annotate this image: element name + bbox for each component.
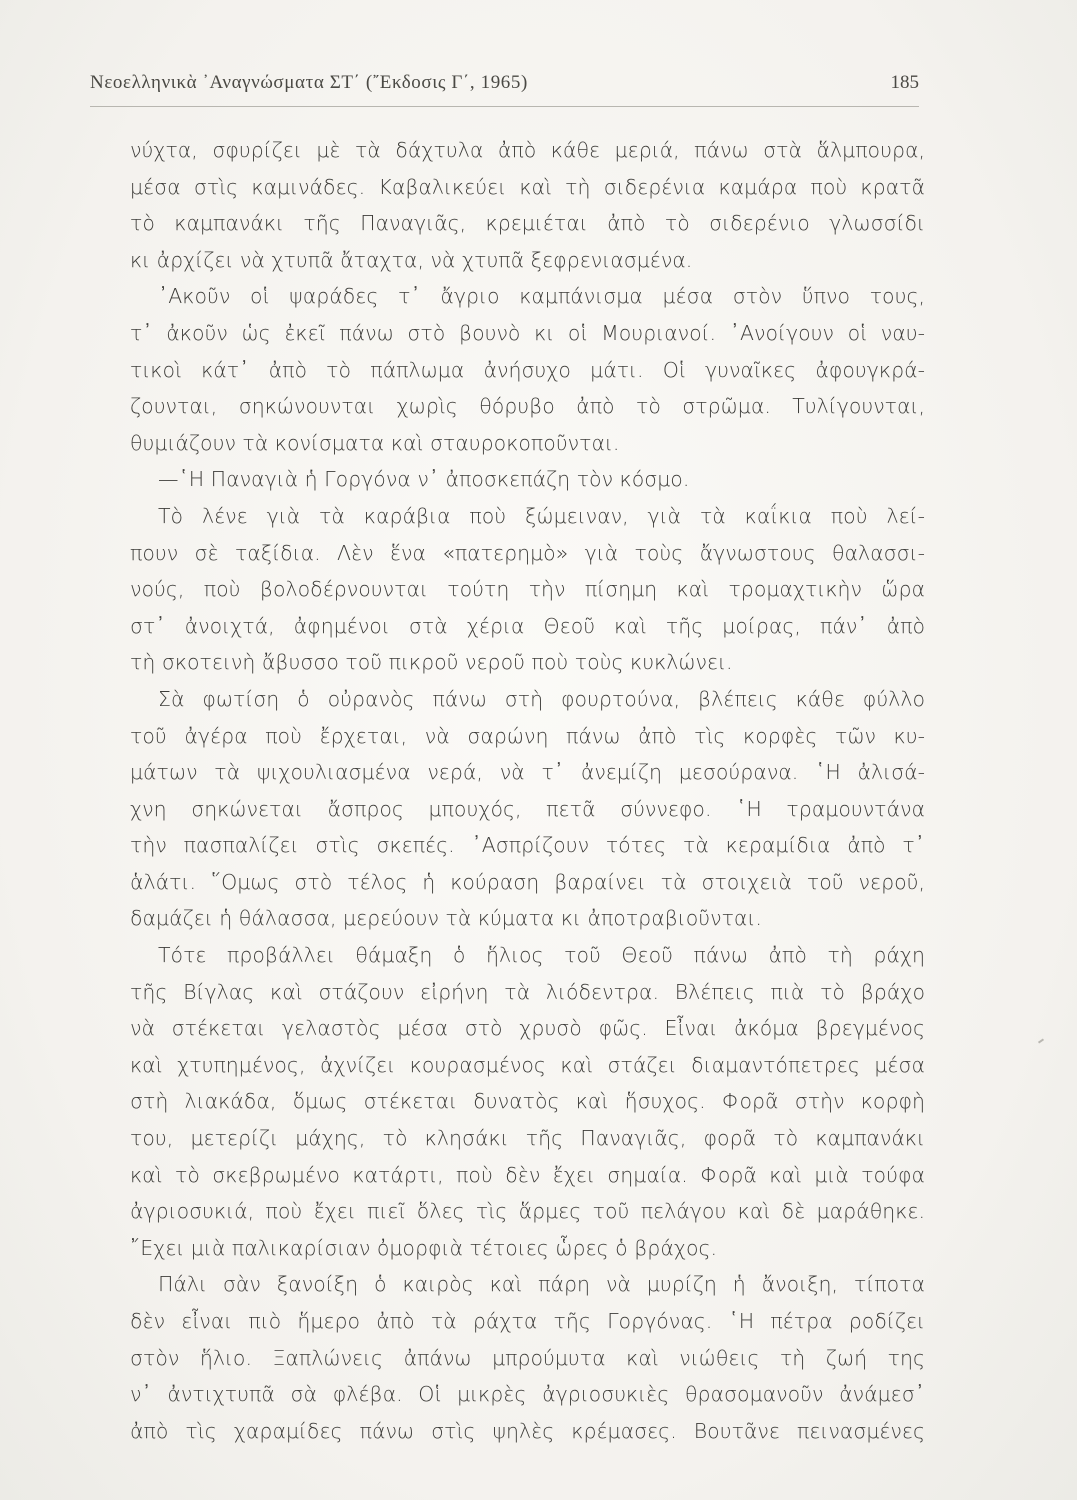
text-line: ἀπὸ τὶς χαραμίδες πάνω στὶς ψηλὲς κρέμασες. Βουτᾶνε πεινασμένες bbox=[130, 1418, 925, 1443]
body-text bbox=[130, 132, 925, 1449]
text-line: ἁλάτι. ῞Ομως στὸ τέλος ἡ κούραση βαραίνει τὰ στοιχειὰ τοῦ νεροῦ, bbox=[130, 869, 925, 894]
text-line: τικοὶ κάτ᾿ ἀπὸ τὸ πάπλωμα ἀνήσυχο μάτι. Οἱ γυναῖκες ἀφουγκρά- bbox=[130, 357, 925, 382]
text-line: ν᾿ ἀντιχτυπᾶ σὰ φλέβα. Οἱ μικρὲς ἀγριοσυκιὲς θρασομανοῦν ἀνάμεσ᾿ bbox=[130, 1382, 925, 1407]
text-line: μάτων τὰ ψιχουλιασμένα νερά, νὰ τ᾿ ἀνεμίζη μεσούρανα. ῾Η ἀλισά- bbox=[130, 760, 925, 785]
text-line: ζουνται, σηκώνουνται χωρὶς θόρυβο ἀπὸ τὸ στρῶμα. Τυλίγουνται, bbox=[130, 394, 925, 419]
text-line: τὴ σκοτεινὴ ἄβυσσο τοῦ πικροῦ νεροῦ ποὺ τοὺς κυκλώνει. bbox=[130, 650, 733, 675]
text-line: τ᾿ ἀκοῦν ὡς ἐκεῖ πάνω στὸ βουνὸ κι οἱ Μουριανοί. ᾿Ανοίγουν οἱ ναυ- bbox=[130, 320, 925, 345]
text-line: δὲν εἶναι πιὸ ἥμερο ἀπὸ τὰ ράχτα τῆς Γοργόνας. ῾Η πέτρα ροδίζει bbox=[130, 1309, 925, 1333]
running-head: Νεοελληνικὰ ᾿Αναγνώσματα ΣΤ΄ (῎Εκδοσις Γ΄, 1965) bbox=[90, 72, 528, 93]
text-line: στὴ λιακάδα, ὅμως στέκεται δυνατὸς καὶ ἥσυχος. Φορᾶ στὴν κορφὴ bbox=[130, 1089, 925, 1114]
text-line: τοῦ ἀγέρα ποὺ ἔρχεται, νὰ σαρώνη πάνω ἀπὸ τὶς κορφὲς τῶν κυ- bbox=[130, 723, 925, 748]
text-line: —῾Η Παναγιὰ ἡ Γοργόνα ν᾿ ἀποσκεπάζη τὸν κόσμο. bbox=[158, 467, 690, 492]
text-line: τὸ καμπανάκι τῆς Παναγιᾶς, κρεμιέται ἀπὸ τὸ σιδερένιο γλωσσίδι bbox=[130, 211, 925, 236]
text-line: του, μετερίζι μάχης, τὸ κλησάκι τῆς Παναγιᾶς, φορᾶ τὸ καμπανάκι bbox=[130, 1126, 925, 1151]
text-line: χνη σηκώνεται ἄσπρος μπουχός, πετᾶ σύννεφο. ῾Η τραμουντάνα bbox=[130, 796, 925, 821]
text-line: τὴν πασπαλίζει στὶς σκεπές. ᾿Ασπρίζουν τότες τὰ κεραμίδια ἀπὸ τ᾿ bbox=[130, 833, 925, 858]
text-line: Σὰ φωτίση ὁ οὐρανὸς πάνω στὴ φουρτούνα, βλέπεις κάθε φύλλο bbox=[158, 686, 925, 711]
text-line: Πάλι σὰν ξανοίξη ὁ καιρὸς καὶ πάρη νὰ μυρίζη ἡ ἄνοιξη, τίποτα bbox=[158, 1272, 925, 1297]
text-line: ἀγριοσυκιά, ποὺ ἔχει πιεῖ ὅλες τὶς ἅρμες τοῦ πελάγου καὶ δὲ μαράθηκε. bbox=[130, 1199, 925, 1224]
text-line: νὰ στέκεται γελαστὸς μέσα στὸ χρυσὸ φῶς. Εἶναι ἀκόμα βρεγμένος bbox=[130, 1016, 925, 1041]
text-line: μέσα στὶς καμινάδες. Καβαλικεύει καὶ τὴ σιδερένια καμάρα ποὺ κρατᾶ bbox=[130, 174, 925, 199]
text-line: δαμάζει ἡ θάλασσα, μερεύουν τὰ κύματα κι ἀποτραβιοῦνται. bbox=[130, 906, 762, 931]
page-number: 185 bbox=[890, 72, 919, 93]
text-line: τῆς Βίγλας καὶ στάζουν εἰρήνη τὰ λιόδεντρα. Βλέπεις πιὰ τὸ βράχο bbox=[130, 979, 925, 1004]
text-line: ῎Εχει μιὰ παλικαρίσιαν ὀμορφιὰ τέτοιες ὧρες ὁ βράχος. bbox=[130, 1235, 718, 1260]
text-line: στὸν ἥλιο. Ξαπλώνεις ἀπάνω μπρούμυτα καὶ νιώθεις τὴ ζωή της bbox=[130, 1345, 925, 1370]
paper-speck bbox=[1038, 1038, 1044, 1043]
text-line: πουν σὲ ταξίδια. Λὲν ἕνα «πατερημὸ» γιὰ τοὺς ἄγνωστους θαλασσι- bbox=[130, 540, 925, 565]
text-line: νούς, ποὺ βολοδέρνουνται τούτη τὴν πίσημη καὶ τρομαχτικὴν ὥρα bbox=[130, 577, 925, 602]
text-line: Τὸ λένε γιὰ τὰ καράβια ποὺ ξώμειναν, γιὰ τὰ καΐκια ποὺ λεί- bbox=[158, 503, 925, 528]
page-header bbox=[90, 66, 919, 107]
text-line: Τότε προβάλλει θάμαξη ὁ ἥλιος τοῦ Θεοῦ πάνω ἀπὸ τὴ ράχη bbox=[158, 943, 925, 968]
text-line: καὶ τὸ σκεβρωμένο κατάρτι, ποὺ δὲν ἔχει σημαία. Φορᾶ καὶ μιὰ τούφα bbox=[130, 1162, 925, 1187]
text-line: στ᾿ ἀνοιχτά, ἀφημένοι στὰ χέρια Θεοῦ καὶ τῆς μοίρας, πάν᾿ ἀπὸ bbox=[130, 613, 925, 638]
text-line: ᾿Ακοῦν οἱ ψαράδες τ᾿ ἄγριο καμπάνισμα μέσα στὸν ὕπνο τους, bbox=[158, 284, 925, 309]
text-line: νύχτα, σφυρίζει μὲ τὰ δάχτυλα ἀπὸ κάθε μεριά, πάνω στὰ ἅλμπουρα, bbox=[130, 138, 925, 162]
text-line: καὶ χτυπημένος, ἀχνίζει κουρασμένος καὶ στάζει διαμαντόπετρες μέσα bbox=[130, 1052, 925, 1077]
text-line: θυμιάζουν τὰ κονίσματα καὶ σταυροκοποῦνται. bbox=[130, 430, 620, 455]
text-line: κι ἀρχίζει νὰ χτυπᾶ ἄταχτα, νὰ χτυπᾶ ξεφρενιασμένα. bbox=[130, 247, 693, 272]
